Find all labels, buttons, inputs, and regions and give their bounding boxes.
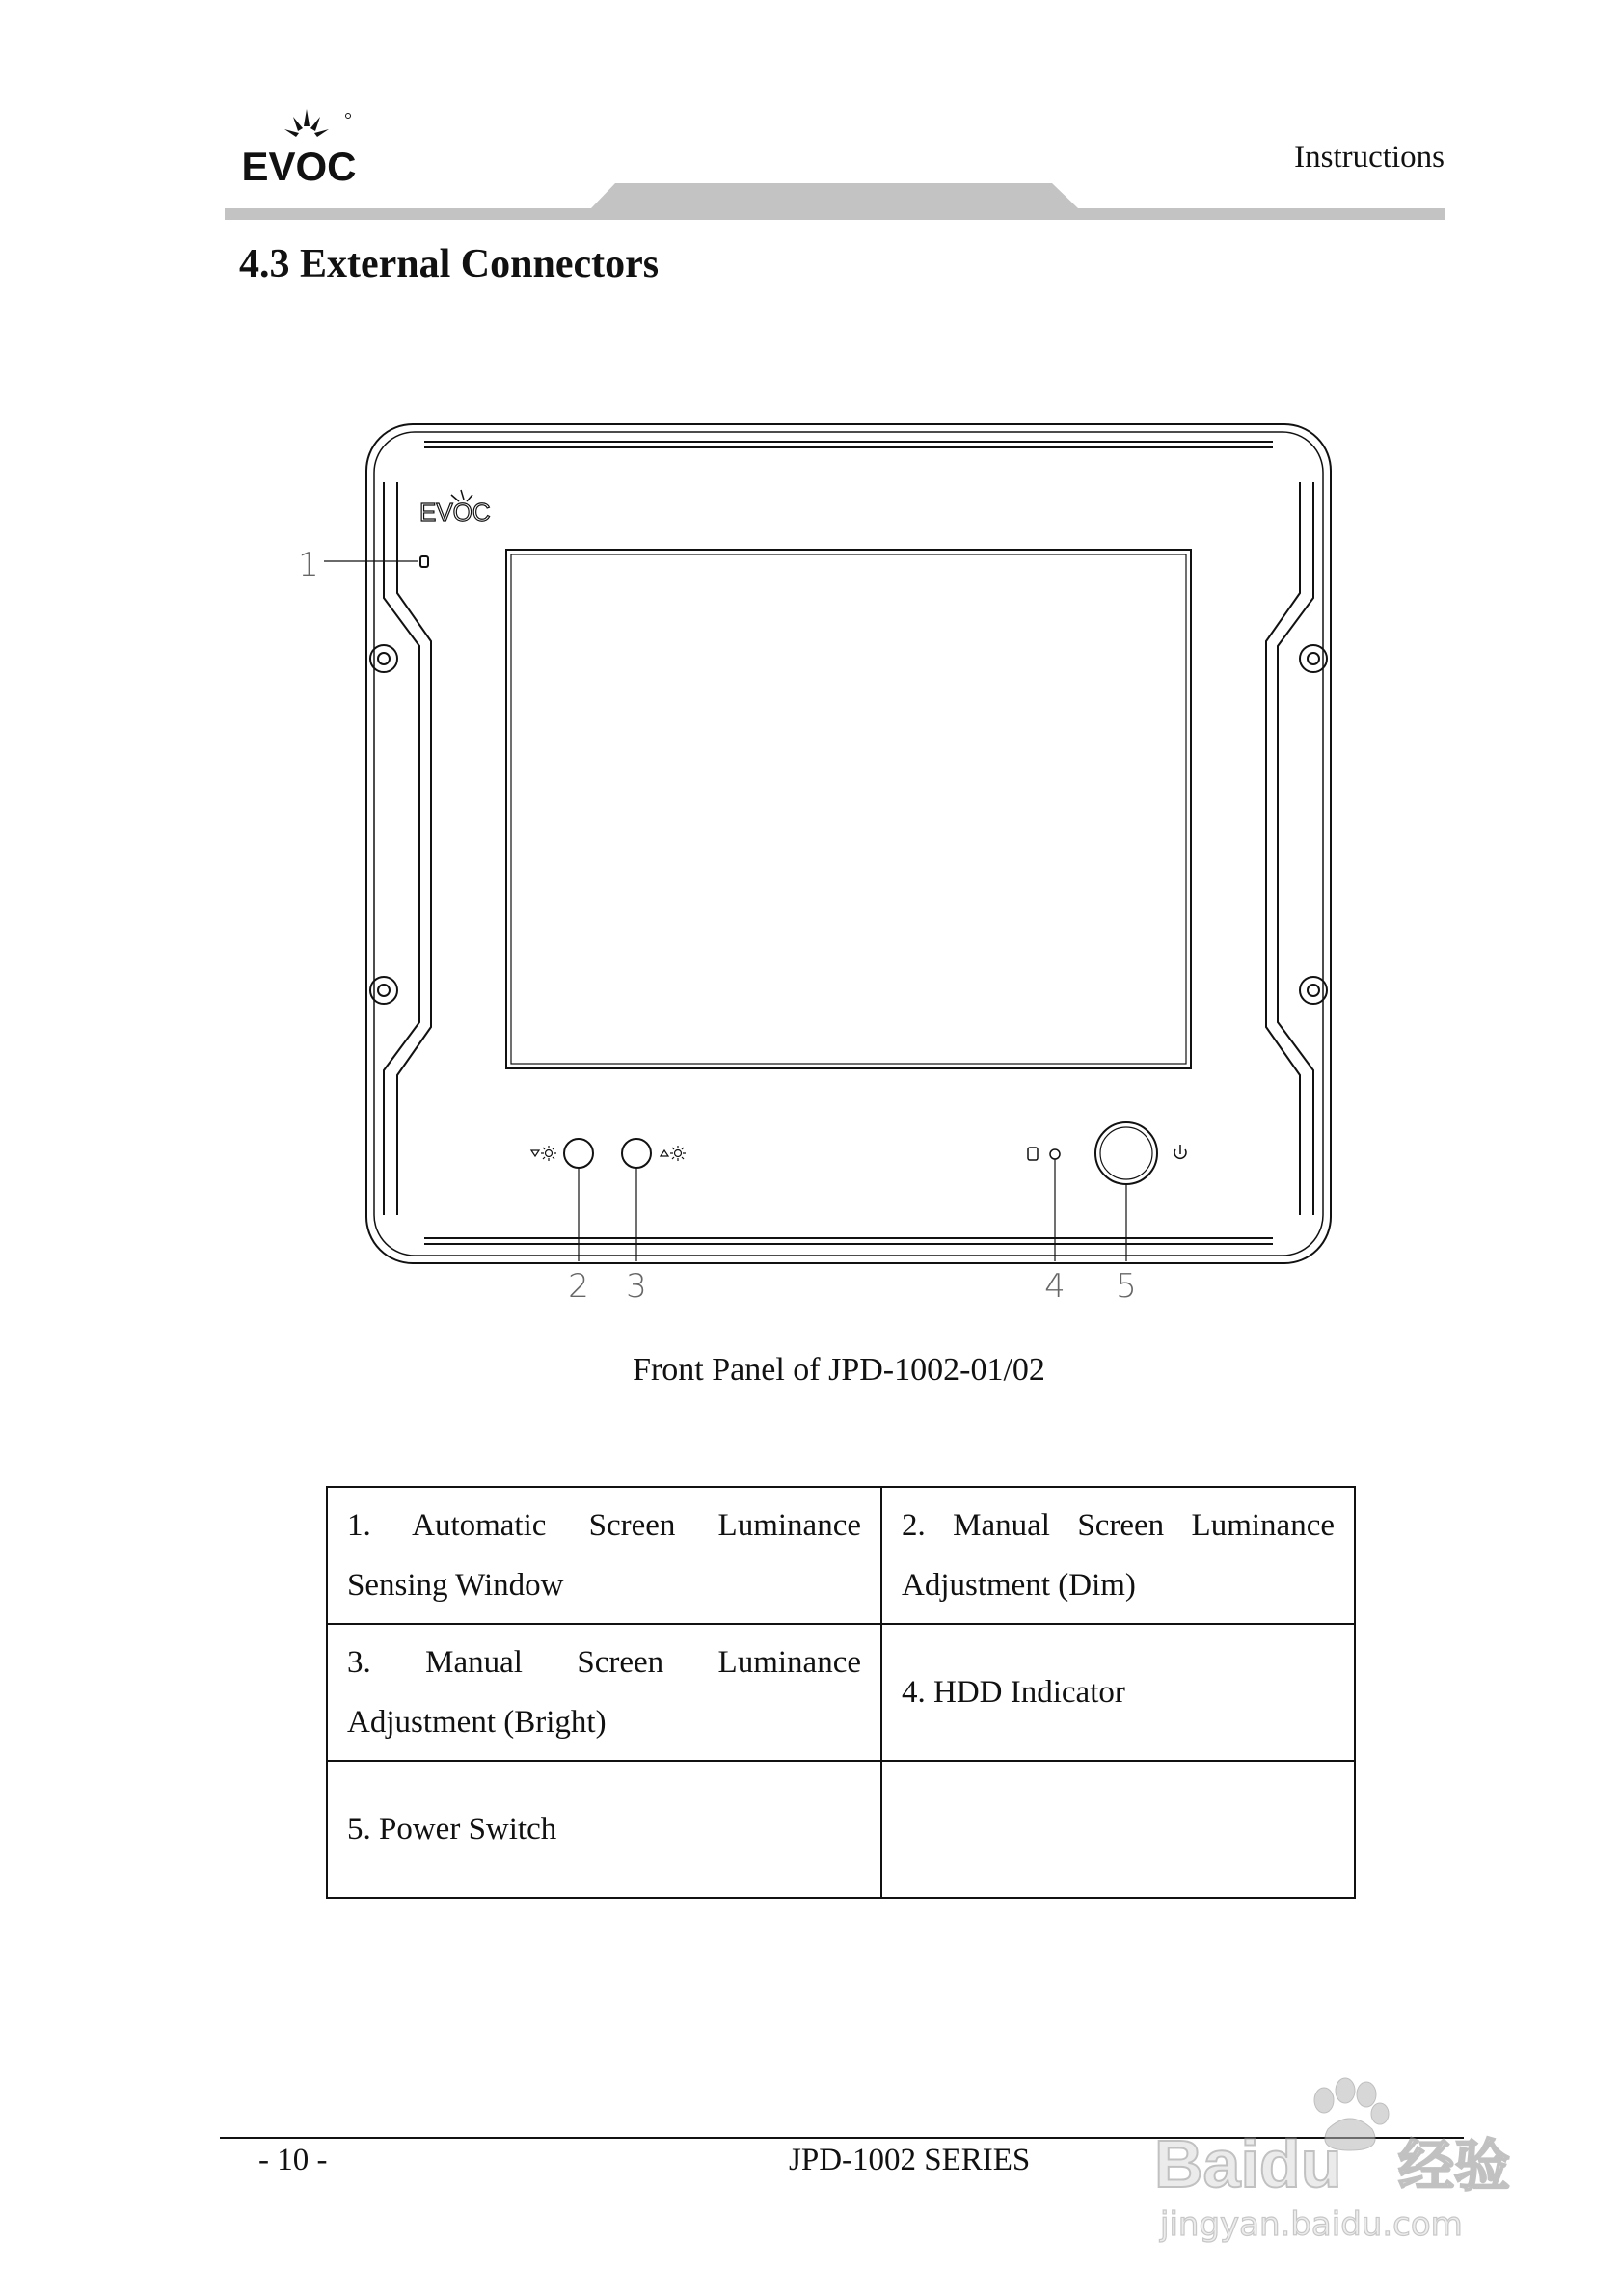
watermark-brand-cn: 经验: [1398, 2133, 1511, 2199]
baidu-watermark: [1152, 2062, 1538, 2255]
logo-sunburst-icon: [284, 109, 329, 137]
callout-2: 2: [568, 1267, 589, 1302]
logo-text: EVOC: [241, 144, 357, 188]
connector-legend-table: [326, 1486, 1356, 1899]
front-panel-drawing: [289, 405, 1350, 1302]
hdd-indicator-led: [1050, 1149, 1060, 1159]
dim-button: [564, 1139, 593, 1168]
device-logo: [419, 490, 491, 527]
callout-1: 1: [298, 546, 319, 584]
table-cell: 5. Power Switch: [327, 1761, 881, 1898]
watermark-brand: Baidu: [1154, 2126, 1342, 2201]
device-logo-text: EVOC: [419, 498, 491, 527]
bright-sun-icon: [661, 1146, 686, 1161]
evoc-logo: [239, 101, 360, 188]
display-screen: [506, 550, 1191, 1068]
table-cell: [881, 1761, 1355, 1898]
table-row: [327, 1761, 1355, 1898]
table-cell: 4. HDD Indicator: [881, 1624, 1355, 1761]
page-number: - 10 -: [258, 2143, 328, 2177]
table-cell: 1. Automatic Screen Luminance Sensing Window: [327, 1487, 881, 1624]
footer-series-name: JPD-1002 SERIES: [789, 2143, 1031, 2177]
callout-3: 3: [626, 1267, 647, 1302]
table-cell: 3. Manual Screen Luminance Adjustment (Bright): [327, 1624, 881, 1761]
table-row: [327, 1624, 1355, 1761]
callout-leaders: [324, 561, 1126, 1261]
callout-4: 4: [1044, 1267, 1066, 1302]
header-section-label: Instructions: [1294, 140, 1444, 175]
callout-5: 5: [1116, 1267, 1137, 1302]
header-band: [225, 181, 1444, 220]
mounting-holes: [370, 645, 1327, 1004]
bright-button: [622, 1139, 651, 1168]
power-switch: [1095, 1122, 1157, 1184]
figure-caption: Front Panel of JPD-1002-01/02: [633, 1352, 1045, 1388]
dim-sun-icon: [531, 1146, 556, 1161]
watermark-url: jingyan.baidu.com: [1160, 2205, 1463, 2244]
power-icon: [1174, 1145, 1186, 1158]
section-heading: 4.3 External Connectors: [239, 242, 660, 286]
table-row: [327, 1487, 1355, 1624]
luminance-sensor-window: [420, 556, 428, 567]
table-cell: 2. Manual Screen Luminance Adjustment (Dim): [881, 1487, 1355, 1624]
hdd-icon: [1028, 1148, 1038, 1160]
